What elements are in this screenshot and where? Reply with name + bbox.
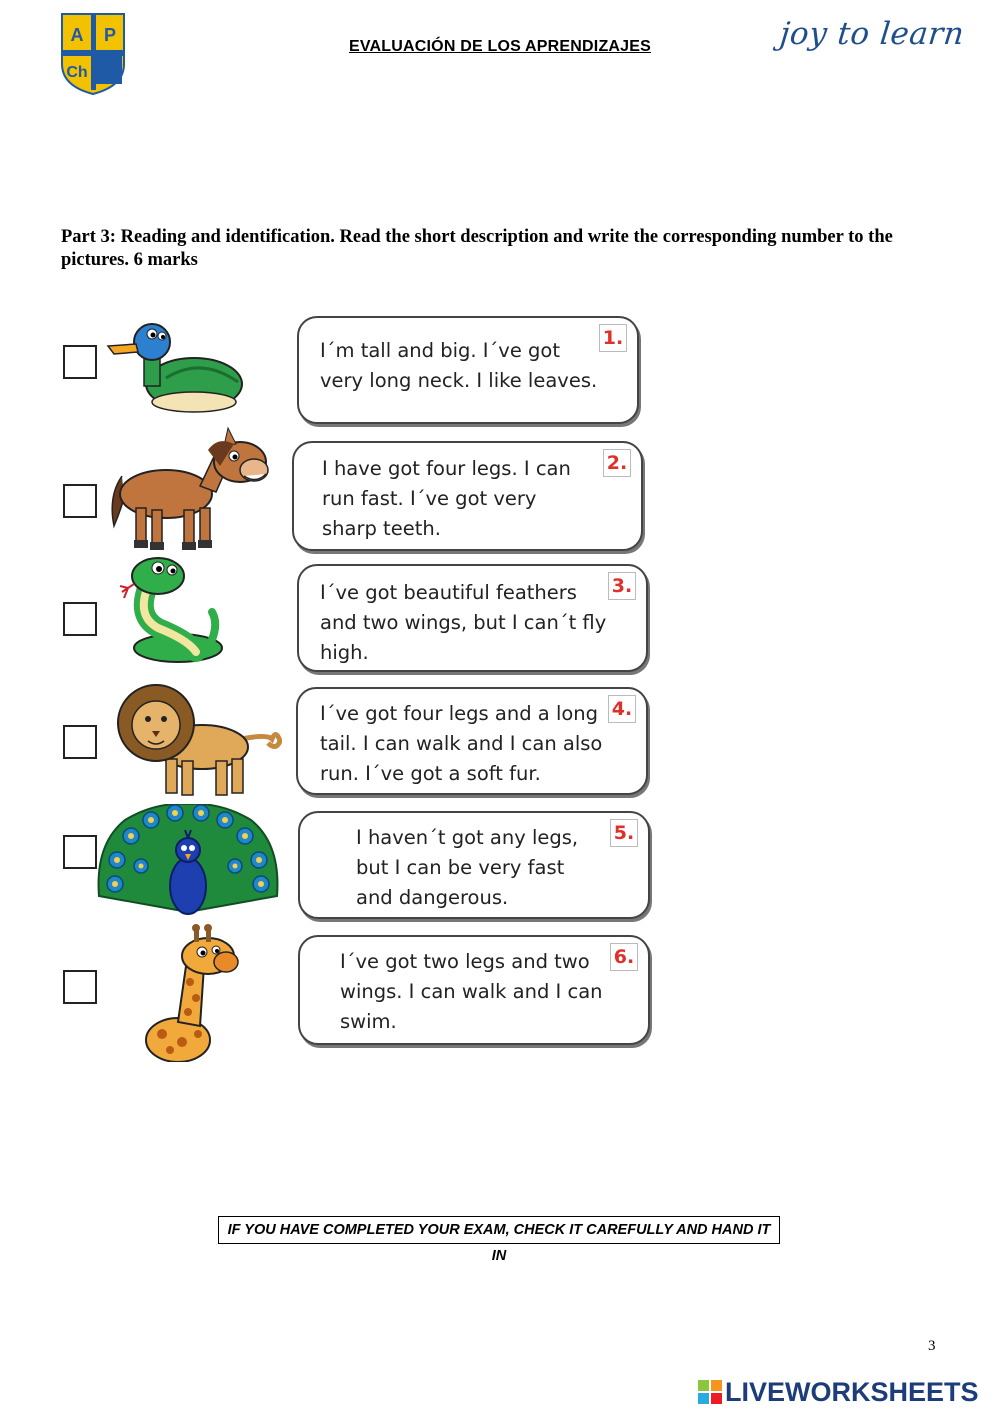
description-card-3 [297,564,648,672]
snake-picture [118,556,226,673]
description-card-2 [292,441,643,551]
description-text-1: I´m tall and big. I´ve got very long neck. I like leaves. [320,339,598,392]
crest-letter-ch: Ch [66,64,88,81]
description-text-6: I´ve got two legs and two wings. I can walk and I can swim. [340,950,603,1033]
peacock-picture [95,804,281,923]
description-number-3: 3. [608,572,636,600]
duck-picture [106,316,246,421]
liveworksheets-text: LIVEWORKSHEETS [725,1376,979,1407]
answer-checkbox-1[interactable] [63,345,97,379]
lion-picture [116,681,282,806]
answer-checkbox-3[interactable] [63,602,97,636]
answer-checkbox-4[interactable] [63,725,97,759]
description-card-1 [297,316,639,424]
answer-checkbox-6[interactable] [63,970,97,1004]
instructions-text: Part 3: Reading and identification. Read the short description and write the corresponding number to the pictures. 6 marks [61,227,893,270]
horse-picture [108,426,270,557]
description-number-1: 1. [599,324,627,352]
completion-notice: IF YOU HAVE COMPLETED YOUR EXAM, CHECK IT CAREFULLY AND HAND IT IN [218,1216,780,1244]
description-number-5: 5. [610,819,638,847]
page-number: 3 [928,1338,936,1354]
description-text-4: I´ve got four legs and a long tail. I can walk and I can also run. I´ve got a soft fur. [320,702,603,785]
description-card-5 [298,811,650,919]
description-text-2: I have got four legs. I can run fast. I´ve got very sharp teeth. [322,457,571,540]
description-card-6 [298,935,650,1045]
liveworksheets-logo-icon [698,1380,722,1404]
description-card-4 [296,687,648,795]
description-text-3: I´ve got beautiful feathers and two wings, but I can´t fly high. [320,581,607,664]
answer-checkbox-2[interactable] [63,484,97,518]
crest-letter-a: A [70,25,84,45]
description-text-5: I haven´t got any legs, but I can be very fast and dangerous. [356,826,579,909]
answer-checkbox-5[interactable] [63,835,97,869]
description-number-2: 2. [603,449,631,477]
description-number-4: 4. [608,695,636,723]
liveworksheets-watermark [698,1376,979,1408]
giraffe-picture [142,922,242,1067]
document-title: EVALUACIÓN DE LOS APRENDIZAJES [348,38,652,55]
brand-slogan: joy to learn [778,16,967,52]
crest-letter-p: P [103,25,117,45]
description-number-6: 6. [610,943,638,971]
